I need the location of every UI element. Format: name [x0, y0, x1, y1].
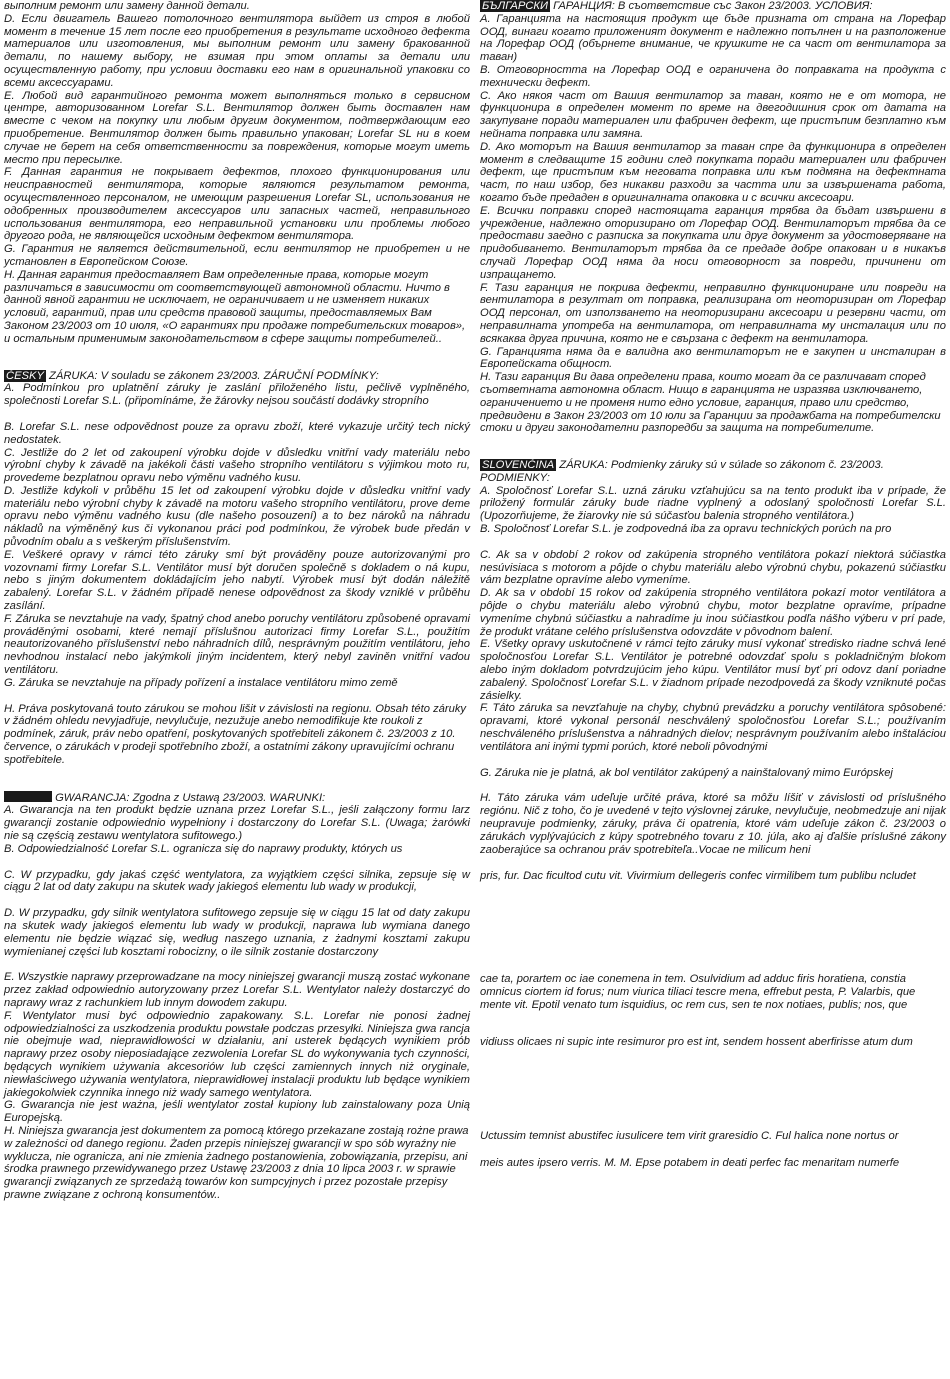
cz-paragraph-a: A. Podmínkou pro uplatnění záruky je zaslání přiloženého listu, pečlivě vyplněného, společnosti Lorefar S.L. (připomínáme, že žárovky nejsou součástí dodávky stropního	[4, 382, 470, 408]
sk-language-tag: SLOVENČINA	[482, 459, 555, 472]
ru-paragraph-d: D. Если двигатель Вашего потолочного вентилятора выйдет из строя в любой момент в течение 15 лет после его приобретения в результате исходного дефекта материалов или изготовления, мы выполним ремонт или замену бракованной детали, по нашему выбору, не взимая при этом оплаты за детали или осуществленную работу, при условии доставки его нам в оригинальной упаковки со всеми аксессуарами.	[4, 12, 470, 89]
bulgarian-warranty-section	[480, 0, 946, 435]
bg-language-tag: БЪЛГАРСКИ	[482, 0, 549, 12]
sk-paragraph-h: H. Táto záruka vám udeľuje určité práva, ktoré sa môžu líšiť v závislosti od príslušného regiónu. Nič z toho, čo je uvedené v tejto výslovnej záruke, nevylučuje, neobmedzuje ani nijak neupravuje podmienky, záruky, práva či opatrenia, ktoré vám udeľuje zákon č. 23/2003 o zárukách vyplývajúcich z kúpy spotrebného tovaru z 10. júla, ako aj ďalšie príslušné zákony zaoberajúce sa ochranou práv spotrebiteľa..Vocae ne milicum heni	[480, 792, 946, 856]
slovak-warranty-section	[480, 459, 946, 856]
bg-paragraph-a: А. Гаранцията на настоящия продукт ще бъде призната от страна на Лорефар ООД, винаги когато приложеният документ е надлежно попълнен и на разположение на Лорефар ООД (обърнете внимание, че крушките не са част от вентилатора за таван)	[480, 12, 946, 64]
latin-line-1: pris, fur. Dac ficultod cutu vit. Vivirmium dellegeris confec virmilibem tum publibu ncludet	[480, 870, 916, 883]
latin-line-5: meis autes ipsero verris. M. M. Epse potabem in deati perfec fac menaritam numerfe	[480, 1157, 900, 1170]
sk-paragraph-c: C. Ak sa v období 2 rokov od zakúpenia stropného ventilátora pokazí niektorá súčiastka nesúvisiaca s motorom a pôjde o chybu materiálu alebo výrobnú chybu, pokazenú súčiastku vám bezplatne opravíme alebo vymeníme.	[480, 548, 946, 587]
sk-paragraph-a: A. Spoločnosť Lorefar S.L. uzná záruku vzťahujúcu sa na tento produkt iba v prípade, že priložený formulár záruky bude riadne vyplnený a odoslaný spoločnosti Lorefar S.L. (Upozorňujeme, že žiarovky nie sú súčasťou balenia stropného ventilátora.)	[480, 484, 946, 523]
polish-warranty-section	[4, 791, 470, 1202]
latin-line-2: cae ta, porartem oc iae conemena in tem. Osulvidium ad adduc firis horatiena, constia omnicus ciortem id forus; num viurica tiliaci tescre mena, effrebut pesta, P. Valarbis, que mente vit. Epotil venato tum isquidius, oc rem cus, sen te nox notiaes, publis; nos, que	[480, 973, 916, 1011]
pl-language-tag	[4, 791, 52, 802]
cz-paragraph-g: G. Záruka se nevztahuje na případy pořízení a instalace ventilátoru mimo země	[4, 676, 398, 689]
ru-paragraph-g: G. Гарантия не является действительной, если вентилятор не приобретен и не установлен в Европейском Союзе.	[4, 243, 470, 268]
pl-heading-text: GWARANCJA: Zgodna z Ustawą 23/2003. WARUNKI:	[52, 791, 326, 804]
pl-paragraph-f: F. Wentylator musi być odpowiednio zapakowany. S.L. Lorefar nie ponosi żadnej odpowiedzialności za uszkodzenia produktu powstałe podczas przesyłki. Niniejsza gwa rancja nie obejmuje wad, nieprawidłowości w działaniu, ani usterek będących wynikiem prób naprawy przez osoby nieposiadające zezwolenia Lorefar SL do wykonywania tych czynności, będących wynikiem używania akcesoriów lub części zamiennych innych niż oryginale, niewłaściwego używania wentylatora, nieprawidłowej instalacji produktu lub będące wynikiem jakiegokolwiek czynnika innego niż wady samego wentylatora.	[4, 1009, 470, 1099]
bg-section-heading	[480, 0, 946, 13]
pl-paragraph-e: E. Wszystkie naprawy przeprowadzane na mocy niniejszej gwarancji muszą zostać wykonane przez zakład odpowiednio autoryzowany przez Lorefar S.L. Wentylator należy dostarczyć do naprawy wraz z rachunkiem lub innym dowodem zakupu.	[4, 971, 470, 1009]
ru-paragraph-e: E. Любой вид гарантийного ремонта может выполняться только в сервисном центре, авторизованном Lorefar S.L. Вентилятор должен быть доставлен нам вместе с чеком на покупку или любым другим документом, подтверждающим его приобретение. Вентилятор должен быть правильно упакован; Lorefar SL ни в коем случае не берет на себя ответственности за повреждения, которые могут иметь место при пересылке.	[4, 89, 470, 166]
cz-paragraph-h: H. Práva poskytovaná touto zárukou se mohou lišit v závislosti na regionu. Obsah této záruky v žádném ohledu nevyjadřuje, nevylučuje, nezužuje anebo nemodifikuje kte roukoli z podmínek, záruk, práv nebo opatření, poskytovaných spotřebiteli zákonem č. 23/2003 z 10. července, o zárukách v prodeji spotřebního zboží, a ostatními zákony upravujícími ochranu spotřebitele.	[4, 702, 467, 766]
latin-line-3: vidiuss olicaes ni supic inte resimuror pro est int, sendem hossent aberfirisse atum dum	[480, 1035, 913, 1048]
cz-paragraph-d: D. Jestliže kdykoli v průběhu 15 let od zakoupení výrobku dojde v důsledku vnitřní vady materiálu nebo výrobní chyby k závadě na motoru vašeho stropního ventilátoru, prove deme opravu nebo výměnu vadného kusu (dle našeho posouzení) a to bez nároků na náhradu nákladů na výměněný kus či vykonanou práci pod podmínkou, že výrobek bude předán v původním obalu a s veškerým příslušenstvím.	[4, 484, 470, 549]
pl-paragraph-c: C. W przypadku, gdy jakaś część wentylatora, za wyjątkiem części silnika, zepsuje się w ciągu 2 lat od daty zakupu na skutek wady jakiegoś elementu lub wady w produkcji,	[4, 868, 470, 894]
bg-paragraph-f: F. Тази гаранция не покрива дефекти, неправилно функциониране или повреди на вентилатора в резултат от поправка, реализирана от неоторизиран от Лорефар ООД персонал, от използването на неоторизирани аксесоари и резервни части, от неправилната употреба на вентилатора, от неправилната му инсталация или по всякаква друга причина, която не е свързана с дефект на вентилатора.	[480, 281, 946, 345]
bg-paragraph-b: В. Отговорността на Лорефар ООД е ограничена до поправката на продукта с технически дефект.	[480, 63, 946, 89]
bg-paragraph-h: Н. Тази гаранция Ви дава определени права, които могат да се различават според съответната автономна област. Нищо в гаранцията не изразява изключването, ограничението и не променя нито едно условие, гаранция, право или средство, предвидени в Закон 23/2003 от 10 юли за Гаранции за продажбата на потребителски стоки и други законодателни разпоредби за защита на потребителите.	[480, 371, 941, 435]
placeholder-latin-text	[480, 856, 946, 1170]
pl-paragraph-a: A. Gwarancja na ten produkt będzie uznana przez Lorefar S.L., jeśli załączony formu larz gwarancji zostanie odpowiednio wypełniony i dostarczony do Lorefar S.L. (Uwaga; żarówki nie są częścią zestawu wentylatora sufitowego.)	[4, 804, 470, 843]
russian-warranty-section	[4, 0, 470, 346]
pl-paragraph-h: H. Niniejsza gwarancja jest dokumentem za pomocą którego przekazane zostają rożne prawa w zależności od danego regionu. Żaden przepis niniejszej gwarancji w spo sób wyraźny nie wyklucza, nie ogranicza, ani nie zmienia żadnego postanowienia, zobowiązania, przepisu, ani środka prawnego przewidywanego przez Ustawę 23/2003 z dnia 10 lipca 2003 r. w sprawie gwarancji związanych ze sprzedażą towarów kon sumpcyjnych i przez pozostałe przepisy prawne związane z ochroną konsumentów..	[4, 1124, 469, 1201]
ru-paragraph-intro: выполним ремонт или замену данной детали.	[4, 0, 250, 12]
pl-paragraph-g: G. Gwarancja nie jest ważna, jeśli wentylator został kupiony lub zainstalowany poza Unią Europejską.	[4, 1099, 470, 1125]
cz-paragraph-b: B. Lorefar S.L. nese odpovědnost pouze za opravu zboží, které vykazuje určitý tech nický nedostatek.	[4, 420, 470, 446]
ru-paragraph-h: H. Данная гарантия предоставляет Вам определенные права, которые могут различаться в зависимости от соответствующей автономной области. Ничто в данной явной гарантии не исключает, не ограничивает и не изменяет никаких условий, гарантий, прав или средств правовой защиты, предоставляемых Вам Законом 23/2003 от 10 июля, «О гарантиях при продаже потребительских товаров», и остальным применимым законодательством в сфере защиты потребителей..	[4, 268, 466, 345]
cz-paragraph-c: C. Jestliže do 2 let od zakoupení výrobku dojde v důsledku vnitřní vady materiálu nebo výrobní chyby k závadě na jakékoli části vašeho stropního ventilátoru s výjimkou moto ru, provedeme bezplatnou opravu nebo výměnu vadného kusu.	[4, 446, 470, 485]
cz-paragraph-e: E. Veškeré opravy v rámci této záruky smí být prováděny pouze autorizovanými pro vozovnami firmy Lorefar S.L. Ventilátor musí být doručen společně s dokladem o ná kupu, nebo s jiným dokumentem dokládajícím jeho nabytí. Výrobek musí být dodán náležitě zabalený. Lorefar S.L. v žádném případě nenese odpovědnost za škody vzniklé v průběhu zasílání.	[4, 548, 470, 613]
sk-paragraph-b: B. Spoločnosť Lorefar S.L. je zodpovedná iba za opravu technických porúch na pro	[480, 523, 892, 536]
bg-paragraph-d: D. Ако моторът на Вашия вентилатор за таван спре да функционира в определен момент в следващите 15 години след покупката поради материален или фабричен дефект, ще пристъпим към неговата поправка или към подмяна на дефектната част, по наш избор, без никакви разходи за частта или за извършената работа, когато бъде предаден в оригиналната опаковка и с всички аксесоари.	[480, 140, 946, 204]
sk-heading-text: ZÁRUKA: Podmienky záruky sú v súlade so zákonom č. 23/2003. PODMIENKY:	[480, 459, 884, 484]
sk-section-heading	[480, 459, 946, 485]
latin-line-4: Uctussim temnist abustifec iusulicere tem virit graresidio C. Ful halica none nortus or	[480, 1130, 899, 1143]
sk-paragraph-f: F. Táto záruka sa nevzťahuje na chyby, chybnú prevádzku a poruchy ventilátora spôsobené: opravami, ktoré vykonal personál neschválený spoločnosťou Lorefar S.L.; používaním neschváleného príslušenstva a náhradných dielov; nesprávnym používaním alebo inštaláciou ventilátora ani inými typmi porúch, ktoré neboli pôvodnými	[480, 702, 946, 753]
cz-heading-text: ZÁRUKA: V souladu se zákonem 23/2003. ZÁRUČNÍ PODMÍNKY:	[45, 369, 379, 382]
pl-section-heading	[4, 791, 470, 805]
left-column	[4, 0, 470, 1202]
cz-section-heading	[4, 370, 470, 383]
ru-paragraph-f: F. Данная гарантия не покрывает дефектов, плохого функционирования или неисправностей вентилятора, которые являются результатом ремонта, осуществленного персоналом, не имеющим разрешения Lorefar SL, использования не одобренных производителем аксессуаров или запасных частей, неправильного использования вентилятора, его неправильной установки или проблемы любого другого рода, не являющейся исходным дефектом вентилятора.	[4, 166, 470, 243]
right-column	[480, 0, 946, 1170]
pl-paragraph-b: B. Odpowiedzialność Lorefar S.L. ogranicza się do naprawy produkty, których us	[4, 842, 403, 855]
sk-paragraph-g: G. Záruka nie je platná, ak bol ventilátor zakúpený a nainštalovaný mimo Európskej	[480, 766, 893, 779]
bg-paragraph-c: С. Ако някоя част от Вашия вентилатор за таван, която не е от мотора, не функционира в определен момент по време на двегодишния срок от датата на закупуване поради материален или фабричен дефект, ще пристъпим безплатно към нейната поправка или замяна.	[480, 89, 946, 140]
bg-paragraph-e: Е. Всички поправки според настоящата гаранция трябва да бъдат извършени в учреждение, надлежно оторизирано от Лорефар ООД. Вентилаторът трябва да се предостави заедно с разписка за покупката или друг документ за удостоверяване на придобиването. Вентилаторът трябва да се предаде добре опакован и в никакъв случай Лорефар ООД няма да носи отговорност за повреди, причинени от изпращането.	[480, 204, 946, 281]
cz-paragraph-f: F. Záruka se nevztahuje na vady, špatný chod anebo poruchy ventilátoru způsobené opravami prováděnými osobami, které nemají příslušnou autorizaci firmy Lorefar S.L., použitím neautorizovaného příslušenství nebo náhradních dílů, nesprávným použitím ventilátoru, jeho nevhodnou instalací nebo jakýmkoli jiným incidentem, který nebyl zaviněn vnitřní vadou ventilátoru.	[4, 612, 470, 677]
sk-paragraph-e: E. Všetky opravy uskutočnené v rámci tejto záruky musí vykonať stredisko riadne schvá lené spoločnosťou Lorefar S.L. Ventilátor je potrebné odovzdať spolu s pokladničným blokom alebo iným dokladom potvrdzujúcim jeho kúpu. Ventilátor musí byť pri odovz daní poriadne zabalený. Spoločnosť Lorefar S.L. v žiadnom prípade nezodpovedá za škody vzniknuté počas zásielky.	[480, 638, 946, 702]
bg-heading-text: ГАРАНЦИЯ: В съответствие със Закон 23/2003. УСЛОВИЯ:	[550, 0, 873, 12]
bg-paragraph-g: G. Гаранцията няма да е валидна ако вентилаторът не е закупен и инсталиран в Европейската общност.	[480, 345, 946, 371]
sk-paragraph-d: D. Ak sa v období 15 rokov od zakúpenia stropného ventilátora pokazí motor ventilátora a pôjde o chybu materiálu alebo výrobnú chybu, motor bezplatne opravíme, prípadne vymeníme chybnú súčiastku a nahradíme ju inou súčiastkou podľa nášho výberu v prí pade, že produkt vrátane celého príslušenstva odovzdáte v pôvodnom balení.	[480, 587, 946, 638]
czech-warranty-section	[4, 370, 470, 767]
cz-language-tag: ČESKY	[6, 369, 44, 382]
pl-paragraph-d: D. W przypadku, gdy silnik wentylatora sufitowego zepsuje się w ciągu 15 lat od daty zakupu na skutek wady jakiegoś elementu lub wady w produkcji, naprawa lub wymiana danego elementu nie będzie wiązać się, według naszego uznania, z żadnymi kosztami zakupu wymienianej części lub kosztami robocizny, o ile silnik zostanie dostarczony	[4, 907, 470, 958]
